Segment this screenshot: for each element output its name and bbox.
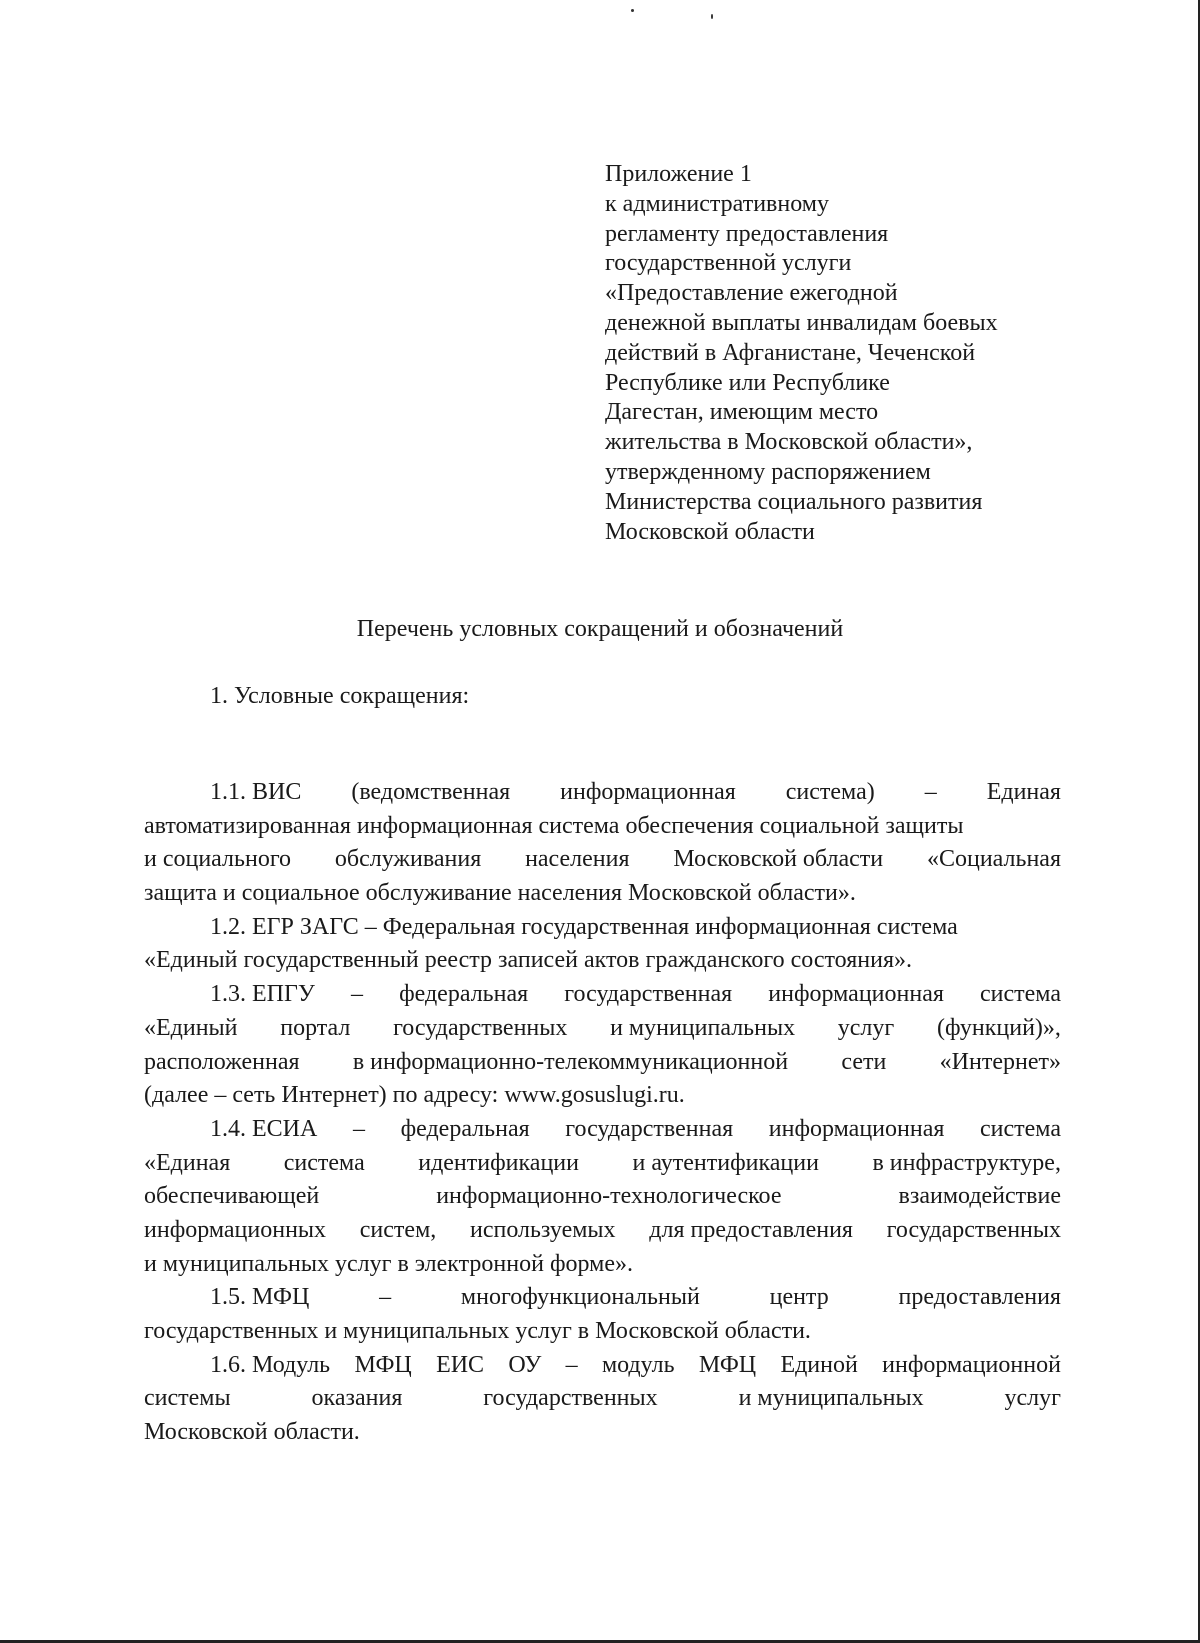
scan-speck bbox=[631, 9, 634, 12]
item-line: «Единая система идентификации и аутентификации в инфраструктуре, bbox=[144, 1149, 1061, 1176]
item-line: «Единый государственный реестр записей актов гражданского состояния». bbox=[144, 947, 912, 974]
appendix-line: Министерства социального развития bbox=[605, 488, 983, 515]
item-line: и муниципальных услуг в электронной форме». bbox=[144, 1250, 633, 1277]
appendix-line: Приложение 1 bbox=[605, 161, 752, 187]
item-line: 1.4. ЕСИА – федеральная государственная информационная система bbox=[210, 1115, 1061, 1142]
abbreviation-item-1-3 bbox=[144, 978, 1061, 1113]
appendix-line: денежной выплаты инвалидам боевых bbox=[605, 309, 998, 336]
item-line: государственных и муниципальных услуг в Московской области. bbox=[144, 1318, 811, 1344]
item-line: 1.2. ЕГР ЗАГС – Федеральная государственная информационная система bbox=[210, 913, 958, 940]
item-line: защита и социальное обслуживание населения Московской области». bbox=[144, 880, 856, 907]
item-line: 1.6. Модуль МФЦ ЕИС ОУ – модуль МФЦ Единой информационной bbox=[210, 1351, 1061, 1378]
abbreviation-item-1-2 bbox=[144, 911, 1061, 978]
item-line: (далее – сеть Интернет) по адресу: www.gosuslugi.ru. bbox=[144, 1082, 685, 1109]
item-line: 1.3. ЕПГУ – федеральная государственная информационная система bbox=[210, 981, 1061, 1008]
section-heading: 1. Условные сокращения: bbox=[210, 683, 470, 709]
appendix-line: регламенту предоставления bbox=[605, 220, 889, 247]
item-line: расположенная в информационно-телекоммуникационной сети «Интернет» bbox=[144, 1048, 1061, 1075]
item-line: системы оказания государственных и муниципальных услуг bbox=[144, 1385, 1061, 1412]
item-line: «Единый портал государственных и муниципальных услуг (функций)», bbox=[144, 1014, 1061, 1041]
appendix-line: жительства в Московской области», bbox=[605, 429, 973, 456]
abbreviation-item-1-4 bbox=[144, 1113, 1061, 1281]
item-line: обеспечивающей информационно-технологическое взаимодействие bbox=[144, 1183, 1061, 1210]
abbreviation-item-1-6 bbox=[144, 1349, 1061, 1450]
appendix-line: Дагестан, имеющим место bbox=[605, 399, 879, 426]
abbreviation-item-1-1 bbox=[144, 776, 1061, 911]
appendix-line: к административному bbox=[605, 190, 829, 217]
appendix-line: действий в Афганистане, Чеченской bbox=[605, 339, 976, 366]
appendix-line: Республике или Республике bbox=[605, 369, 890, 396]
appendix-header bbox=[605, 160, 1075, 547]
appendix-line: государственной услуги bbox=[605, 250, 852, 277]
appendix-line: утвержденному распоряжением bbox=[605, 458, 931, 485]
item-line: 1.5. МФЦ – многофункциональный центр предоставления bbox=[210, 1284, 1061, 1311]
item-line: информационных систем, используемых для предоставления государственных bbox=[144, 1216, 1061, 1243]
item-line: 1.1. ВИС (ведомственная информационная система) – Единая bbox=[210, 779, 1061, 805]
appendix-line: «Предоставление ежегодной bbox=[605, 280, 898, 307]
item-line: автоматизированная информационная система обеспечения социальной защиты bbox=[144, 812, 964, 839]
document-title: Перечень условных сокращений и обозначений bbox=[356, 616, 844, 642]
abbreviation-item-1-5 bbox=[144, 1281, 1061, 1348]
abbreviations-list bbox=[144, 776, 1061, 1450]
item-line: Московской области. bbox=[144, 1419, 360, 1446]
item-line: и социального обслуживания населения Московской области «Социальная bbox=[144, 846, 1061, 873]
appendix-line: Московской области bbox=[605, 518, 815, 545]
scan-speck bbox=[711, 14, 713, 19]
